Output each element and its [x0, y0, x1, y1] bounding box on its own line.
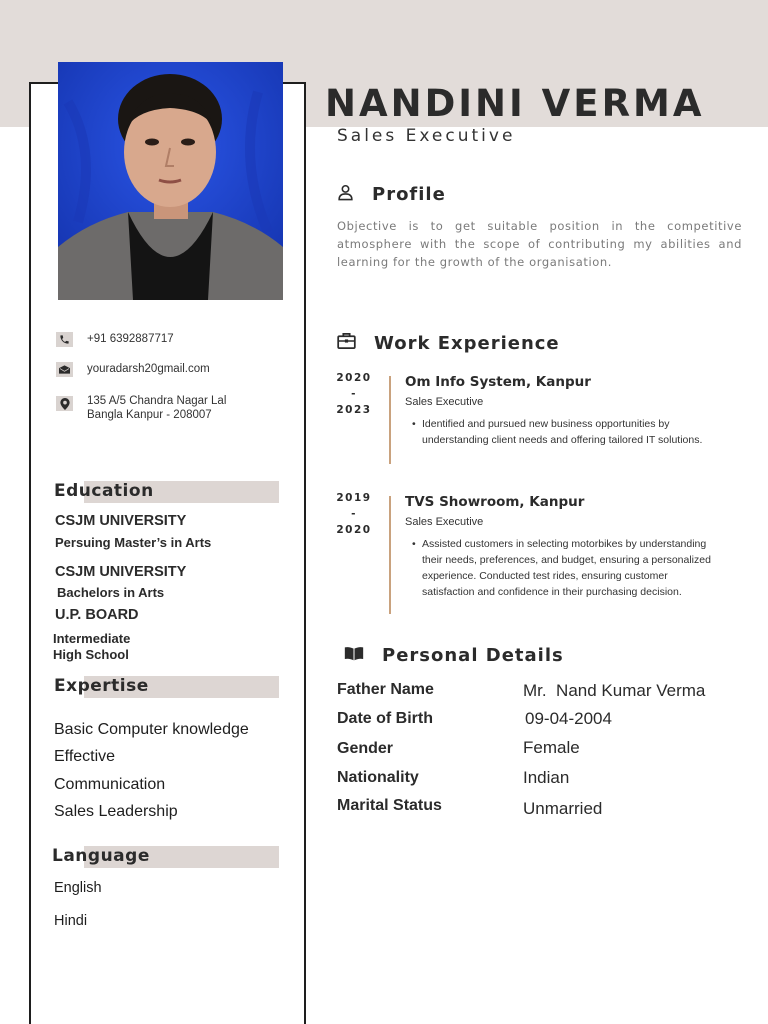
- job-title: Sales Executive: [405, 396, 484, 408]
- language-item: English: [54, 880, 102, 896]
- phone-text: +91 6392887717: [87, 333, 174, 345]
- job-end-year: 2023: [336, 404, 372, 416]
- address-text: [87, 394, 257, 422]
- personal-label: Nationality: [337, 769, 419, 786]
- skill-item: Basic Computer knowledge: [54, 721, 249, 738]
- candidate-role: Sales Executive: [337, 126, 516, 146]
- personal-value: Indian: [523, 768, 570, 787]
- candidate-name: NANDINI VERMA: [325, 82, 705, 125]
- job-end-year: 2020: [336, 524, 372, 536]
- phone-icon: [56, 332, 73, 347]
- bullet-dot: •: [412, 538, 416, 550]
- timeline-line: [389, 496, 391, 614]
- job-title: Sales Executive: [405, 516, 484, 528]
- job-description-text: Assisted customers in selecting motorbikes by understanding their needs, preferences, and budget, ensuring a personalized experience. Conducted test rides, ensuring customer satisfaction and confidence in their purchasing decision.: [422, 538, 711, 598]
- profile-objective: Objective is to get suitable position in the competitive atmosphere with the scope of contributing my abilities and learning for the growth of the organisation.: [337, 219, 742, 269]
- job-start-year: 2019: [336, 492, 372, 504]
- work-experience-heading: [337, 332, 560, 354]
- education-institution: CSJM UNIVERSITY: [55, 513, 187, 529]
- education-degree: Intermediate: [53, 631, 131, 646]
- contact-address: [56, 394, 257, 422]
- language-heading-text: Language: [52, 846, 150, 866]
- personal-value: Female: [523, 738, 580, 757]
- personal-details-heading: [344, 645, 564, 666]
- personal-label: Date of Birth: [337, 710, 433, 727]
- work-experience-heading-text: Work Experience: [374, 332, 560, 354]
- personal-label: Gender: [337, 740, 394, 757]
- job-year-separator: -: [351, 508, 357, 520]
- personal-details-heading-text: Personal Details: [382, 645, 564, 666]
- profile-heading: [337, 184, 446, 205]
- personal-label: Father Name: [337, 681, 434, 698]
- education-heading-text: Education: [54, 481, 154, 501]
- skill-item: Effective: [54, 748, 116, 765]
- job-description: [412, 536, 712, 600]
- job-description: [412, 416, 712, 448]
- open-book-icon: [344, 646, 364, 666]
- address-line-1: 135 A/5 Chandra Nagar Lal: [87, 395, 227, 407]
- education-degree: High School: [53, 647, 129, 662]
- education-institution: U.P. BOARD: [55, 607, 139, 623]
- education-heading: [54, 481, 279, 503]
- contact-phone: [56, 332, 174, 347]
- expertise-heading: [54, 676, 279, 698]
- education-degree: Persuing Master’s in Arts: [55, 535, 212, 550]
- timeline-line: [389, 376, 391, 464]
- skill-item: Communication: [54, 776, 166, 793]
- job-company: TVS Showroom, Kanpur: [405, 494, 585, 510]
- address-line-2: Bangla Kanpur - 208007: [87, 409, 212, 421]
- profile-heading-text: Profile: [372, 184, 446, 205]
- envelope-icon: [56, 362, 73, 377]
- language-heading: [52, 846, 277, 868]
- skill-item: Sales Leadership: [54, 803, 178, 820]
- job-company: Om Info System, Kanpur: [405, 374, 591, 390]
- email-text: youradarsh20gmail.com: [87, 363, 210, 375]
- briefcase-icon: [337, 332, 356, 354]
- contact-email: [56, 362, 210, 377]
- profile-photo: [58, 62, 283, 300]
- personal-label: Marital Status: [337, 797, 442, 814]
- language-item: Hindi: [54, 913, 88, 929]
- bullet-dot: •: [412, 418, 416, 430]
- personal-value: Unmarried: [523, 799, 603, 818]
- education-degree: Bachelors in Arts: [57, 585, 165, 600]
- person-icon: [337, 184, 354, 205]
- job-year-separator: -: [351, 388, 357, 400]
- personal-value: 09-04-2004: [525, 709, 612, 728]
- education-institution: CSJM UNIVERSITY: [55, 564, 187, 580]
- expertise-heading-text: Expertise: [54, 676, 149, 696]
- personal-value: Mr. Nand Kumar Verma: [523, 681, 706, 700]
- location-pin-icon: [56, 396, 73, 411]
- job-description-text: Identified and pursued new business opportunities by understanding client needs and offering tailored IT solutions.: [422, 418, 703, 446]
- job-start-year: 2020: [336, 372, 372, 384]
